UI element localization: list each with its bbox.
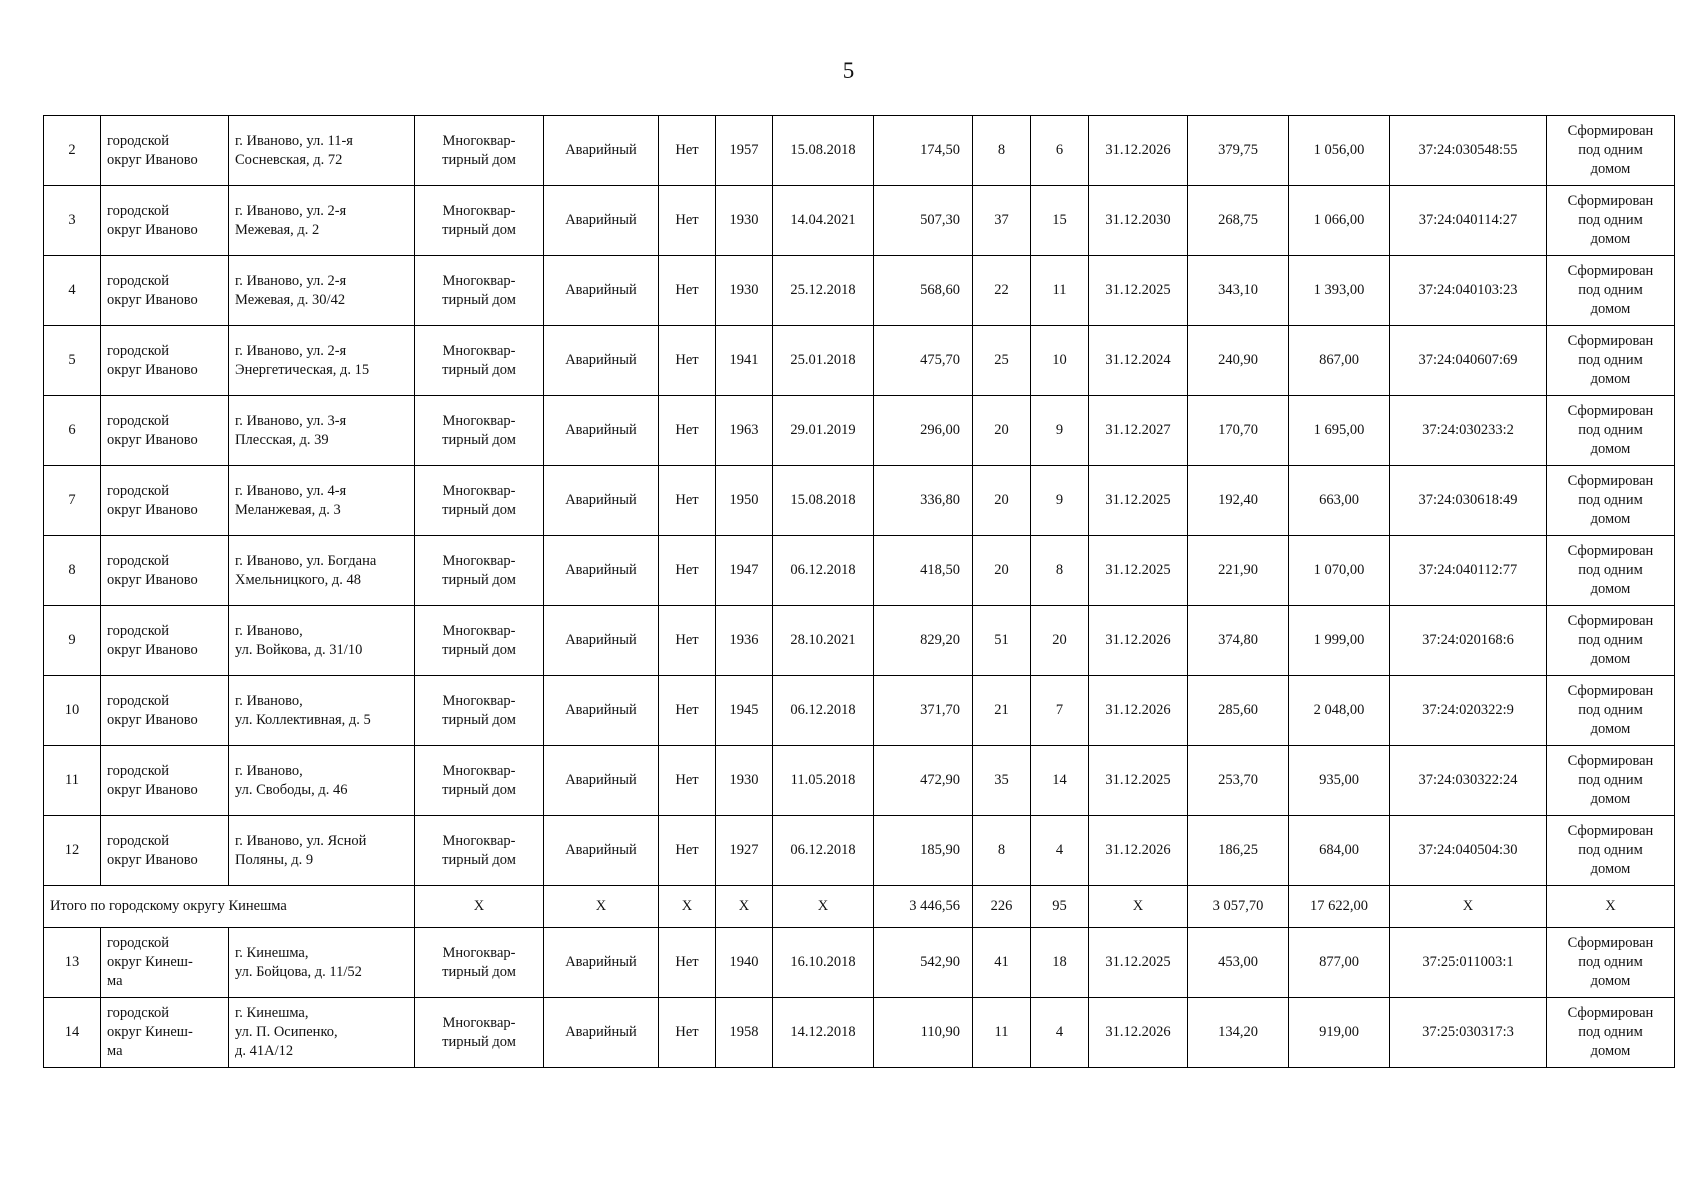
row-number: 14 bbox=[44, 998, 101, 1068]
row-number: 5 bbox=[44, 326, 101, 396]
building-type-cell: Многоквар- тирный дом bbox=[415, 928, 544, 998]
row-number: 13 bbox=[44, 928, 101, 998]
building-type-cell: Многоквар- тирный дом bbox=[415, 396, 544, 466]
date-cell: 11.05.2018 bbox=[773, 746, 874, 816]
row-number: 8 bbox=[44, 536, 101, 606]
flag-cell: Нет bbox=[659, 116, 716, 186]
land-area-cell: 240,90 bbox=[1188, 326, 1289, 396]
year-cell: 1936 bbox=[716, 606, 773, 676]
year-cell: 1927 bbox=[716, 816, 773, 886]
address-cell: г. Иваново, ул. 2-я Энергетическая, д. 15 bbox=[229, 326, 415, 396]
address-cell: г. Иваново, ул. 3-я Плесская, д. 39 bbox=[229, 396, 415, 466]
year-cell: 1950 bbox=[716, 466, 773, 536]
land-area-cell: 285,60 bbox=[1188, 676, 1289, 746]
condition-cell: Аварийный bbox=[544, 396, 659, 466]
rooms-cell: 11 bbox=[1031, 256, 1089, 326]
rooms-cell: 95 bbox=[1031, 886, 1089, 928]
cadastral-number-cell: 37:24:020168:6 bbox=[1390, 606, 1547, 676]
year-cell: 1941 bbox=[716, 326, 773, 396]
condition-cell: Аварийный bbox=[544, 186, 659, 256]
condition-cell: Аварийный bbox=[544, 676, 659, 746]
condition-cell: Аварийный bbox=[544, 256, 659, 326]
address-cell: г. Иваново, ул. Войкова, д. 31/10 bbox=[229, 606, 415, 676]
condition-cell: Аварийный bbox=[544, 536, 659, 606]
cost-cell: 1 695,00 bbox=[1289, 396, 1390, 466]
condition-cell: Аварийный bbox=[544, 746, 659, 816]
year-cell: 1940 bbox=[716, 928, 773, 998]
rooms-cell: 4 bbox=[1031, 998, 1089, 1068]
people-cell: 20 bbox=[973, 536, 1031, 606]
date-cell: 25.01.2018 bbox=[773, 326, 874, 396]
table-row bbox=[44, 466, 1675, 536]
cadastral-number-cell: 37:24:030618:49 bbox=[1390, 466, 1547, 536]
flag-cell: Нет bbox=[659, 256, 716, 326]
note-cell: X bbox=[1547, 886, 1675, 928]
address-cell: г. Иваново, ул. Ясной Поляны, д. 9 bbox=[229, 816, 415, 886]
cost-cell: 663,00 bbox=[1289, 466, 1390, 536]
land-area-cell: 453,00 bbox=[1188, 928, 1289, 998]
land-area-cell: 221,90 bbox=[1188, 536, 1289, 606]
note-cell: Сформирован под одним домом bbox=[1547, 998, 1675, 1068]
people-cell: 41 bbox=[973, 928, 1031, 998]
flag-cell: Нет bbox=[659, 466, 716, 536]
municipality-cell: городской округ Иваново bbox=[101, 116, 229, 186]
cadastral-number-cell: 37:24:030233:2 bbox=[1390, 396, 1547, 466]
note-cell: Сформирован под одним домом bbox=[1547, 816, 1675, 886]
flag-cell: Нет bbox=[659, 746, 716, 816]
building-type-cell: Многоквар- тирный дом bbox=[415, 256, 544, 326]
municipality-cell: городской округ Иваново bbox=[101, 256, 229, 326]
area-cell: 472,90 bbox=[874, 746, 973, 816]
rooms-cell: 18 bbox=[1031, 928, 1089, 998]
cadastral-number-cell: 37:24:040504:30 bbox=[1390, 816, 1547, 886]
building-type-cell: Многоквар- тирный дом bbox=[415, 186, 544, 256]
area-cell: 418,50 bbox=[874, 536, 973, 606]
cost-cell: 935,00 bbox=[1289, 746, 1390, 816]
total-label: Итого по городскому округу Кинешма bbox=[44, 886, 415, 928]
note-cell: Сформирован под одним домом bbox=[1547, 186, 1675, 256]
row-number: 12 bbox=[44, 816, 101, 886]
flag-cell: Нет bbox=[659, 676, 716, 746]
address-cell: г. Иваново, ул. Коллективная, д. 5 bbox=[229, 676, 415, 746]
flag-cell: X bbox=[659, 886, 716, 928]
note-cell: Сформирован под одним домом bbox=[1547, 396, 1675, 466]
deadline-cell: 31.12.2025 bbox=[1089, 928, 1188, 998]
year-cell: 1958 bbox=[716, 998, 773, 1068]
people-cell: 21 bbox=[973, 676, 1031, 746]
address-cell: г. Иваново, ул. 11-я Сосневская, д. 72 bbox=[229, 116, 415, 186]
year-cell: X bbox=[716, 886, 773, 928]
row-number: 7 bbox=[44, 466, 101, 536]
building-type-cell: Многоквар- тирный дом bbox=[415, 606, 544, 676]
flag-cell: Нет bbox=[659, 928, 716, 998]
people-cell: 20 bbox=[973, 466, 1031, 536]
municipality-cell: городской округ Иваново bbox=[101, 466, 229, 536]
date-cell: 06.12.2018 bbox=[773, 536, 874, 606]
building-type-cell: X bbox=[415, 886, 544, 928]
flag-cell: Нет bbox=[659, 536, 716, 606]
cost-cell: 684,00 bbox=[1289, 816, 1390, 886]
row-number: 2 bbox=[44, 116, 101, 186]
land-area-cell: 343,10 bbox=[1188, 256, 1289, 326]
address-cell: г. Иваново, ул. 2-я Межевая, д. 30/42 bbox=[229, 256, 415, 326]
cadastral-number-cell: 37:24:030322:24 bbox=[1390, 746, 1547, 816]
area-cell: 110,90 bbox=[874, 998, 973, 1068]
row-number: 6 bbox=[44, 396, 101, 466]
note-cell: Сформирован под одним домом bbox=[1547, 116, 1675, 186]
municipality-cell: городской округ Иваново bbox=[101, 536, 229, 606]
people-cell: 22 bbox=[973, 256, 1031, 326]
rooms-cell: 6 bbox=[1031, 116, 1089, 186]
people-cell: 11 bbox=[973, 998, 1031, 1068]
date-cell: 28.10.2021 bbox=[773, 606, 874, 676]
deadline-cell: 31.12.2026 bbox=[1089, 998, 1188, 1068]
table-row bbox=[44, 606, 1675, 676]
land-area-cell: 192,40 bbox=[1188, 466, 1289, 536]
municipality-cell: городской округ Иваново bbox=[101, 746, 229, 816]
condition-cell: Аварийный bbox=[544, 116, 659, 186]
condition-cell: Аварийный bbox=[544, 466, 659, 536]
table-row bbox=[44, 536, 1675, 606]
page-number: 5 bbox=[842, 58, 855, 83]
people-cell: 226 bbox=[973, 886, 1031, 928]
area-cell: 174,50 bbox=[874, 116, 973, 186]
year-cell: 1930 bbox=[716, 256, 773, 326]
flag-cell: Нет bbox=[659, 998, 716, 1068]
row-number: 10 bbox=[44, 676, 101, 746]
rooms-cell: 4 bbox=[1031, 816, 1089, 886]
date-cell: 06.12.2018 bbox=[773, 676, 874, 746]
municipality-cell: городской округ Иваново bbox=[101, 676, 229, 746]
year-cell: 1947 bbox=[716, 536, 773, 606]
deadline-cell: 31.12.2025 bbox=[1089, 746, 1188, 816]
condition-cell: X bbox=[544, 886, 659, 928]
total-row bbox=[44, 886, 1675, 928]
municipality-cell: городской округ Иваново bbox=[101, 606, 229, 676]
land-area-cell: 268,75 bbox=[1188, 186, 1289, 256]
municipality-cell: городской округ Кинеш- ма bbox=[101, 928, 229, 998]
flag-cell: Нет bbox=[659, 606, 716, 676]
deadline-cell: 31.12.2026 bbox=[1089, 116, 1188, 186]
table-row bbox=[44, 326, 1675, 396]
rooms-cell: 10 bbox=[1031, 326, 1089, 396]
year-cell: 1930 bbox=[716, 186, 773, 256]
date-cell: 25.12.2018 bbox=[773, 256, 874, 326]
year-cell: 1945 bbox=[716, 676, 773, 746]
area-cell: 475,70 bbox=[874, 326, 973, 396]
cadastral-number-cell: 37:24:040114:27 bbox=[1390, 186, 1547, 256]
cadastral-number-cell: 37:24:040103:23 bbox=[1390, 256, 1547, 326]
cost-cell: 1 393,00 bbox=[1289, 256, 1390, 326]
table-row bbox=[44, 998, 1675, 1068]
rooms-cell: 15 bbox=[1031, 186, 1089, 256]
building-type-cell: Многоквар- тирный дом bbox=[415, 676, 544, 746]
address-cell: г. Иваново, ул. 2-я Межевая, д. 2 bbox=[229, 186, 415, 256]
table-row bbox=[44, 676, 1675, 746]
rooms-cell: 20 bbox=[1031, 606, 1089, 676]
address-cell: г. Кинешма, ул. П. Осипенко, д. 41А/12 bbox=[229, 998, 415, 1068]
municipality-cell: городской округ Иваново bbox=[101, 326, 229, 396]
area-cell: 185,90 bbox=[874, 816, 973, 886]
land-area-cell: 3 057,70 bbox=[1188, 886, 1289, 928]
land-area-cell: 170,70 bbox=[1188, 396, 1289, 466]
date-cell: 16.10.2018 bbox=[773, 928, 874, 998]
date-cell: 15.08.2018 bbox=[773, 466, 874, 536]
table-row bbox=[44, 928, 1675, 998]
cadastral-number-cell: X bbox=[1390, 886, 1547, 928]
area-cell: 296,00 bbox=[874, 396, 973, 466]
row-number: 4 bbox=[44, 256, 101, 326]
row-number: 9 bbox=[44, 606, 101, 676]
area-cell: 371,70 bbox=[874, 676, 973, 746]
table-row bbox=[44, 816, 1675, 886]
cadastral-number-cell: 37:25:030317:3 bbox=[1390, 998, 1547, 1068]
address-cell: г. Иваново, ул. 4-я Меланжевая, д. 3 bbox=[229, 466, 415, 536]
area-cell: 568,60 bbox=[874, 256, 973, 326]
date-cell: 06.12.2018 bbox=[773, 816, 874, 886]
cost-cell: 1 070,00 bbox=[1289, 536, 1390, 606]
cadastral-number-cell: 37:24:040112:77 bbox=[1390, 536, 1547, 606]
people-cell: 25 bbox=[973, 326, 1031, 396]
date-cell: 14.04.2021 bbox=[773, 186, 874, 256]
condition-cell: Аварийный bbox=[544, 998, 659, 1068]
cadastral-number-cell: 37:25:011003:1 bbox=[1390, 928, 1547, 998]
building-type-cell: Многоквар- тирный дом bbox=[415, 326, 544, 396]
year-cell: 1930 bbox=[716, 746, 773, 816]
people-cell: 8 bbox=[973, 816, 1031, 886]
note-cell: Сформирован под одним домом bbox=[1547, 928, 1675, 998]
deadline-cell: 31.12.2025 bbox=[1089, 256, 1188, 326]
cost-cell: 1 056,00 bbox=[1289, 116, 1390, 186]
land-area-cell: 379,75 bbox=[1188, 116, 1289, 186]
address-cell: г. Иваново, ул. Свободы, д. 46 bbox=[229, 746, 415, 816]
building-type-cell: Многоквар- тирный дом bbox=[415, 816, 544, 886]
flag-cell: Нет bbox=[659, 816, 716, 886]
year-cell: 1957 bbox=[716, 116, 773, 186]
date-cell: 15.08.2018 bbox=[773, 116, 874, 186]
rooms-cell: 9 bbox=[1031, 396, 1089, 466]
land-area-cell: 374,80 bbox=[1188, 606, 1289, 676]
deadline-cell: 31.12.2027 bbox=[1089, 396, 1188, 466]
flag-cell: Нет bbox=[659, 186, 716, 256]
condition-cell: Аварийный bbox=[544, 928, 659, 998]
area-cell: 829,20 bbox=[874, 606, 973, 676]
deadline-cell: 31.12.2026 bbox=[1089, 676, 1188, 746]
cadastral-number-cell: 37:24:040607:69 bbox=[1390, 326, 1547, 396]
cost-cell: 2 048,00 bbox=[1289, 676, 1390, 746]
building-type-cell: Многоквар- тирный дом bbox=[415, 998, 544, 1068]
area-cell: 3 446,56 bbox=[874, 886, 973, 928]
deadline-cell: 31.12.2025 bbox=[1089, 536, 1188, 606]
table-row bbox=[44, 396, 1675, 466]
note-cell: Сформирован под одним домом bbox=[1547, 326, 1675, 396]
cost-cell: 919,00 bbox=[1289, 998, 1390, 1068]
note-cell: Сформирован под одним домом bbox=[1547, 256, 1675, 326]
date-cell: 29.01.2019 bbox=[773, 396, 874, 466]
cost-cell: 877,00 bbox=[1289, 928, 1390, 998]
deadline-cell: 31.12.2026 bbox=[1089, 606, 1188, 676]
cost-cell: 867,00 bbox=[1289, 326, 1390, 396]
deadline-cell: 31.12.2024 bbox=[1089, 326, 1188, 396]
deadline-cell: 31.12.2025 bbox=[1089, 466, 1188, 536]
address-cell: г. Иваново, ул. Богдана Хмельницкого, д. 48 bbox=[229, 536, 415, 606]
area-cell: 336,80 bbox=[874, 466, 973, 536]
table-row bbox=[44, 746, 1675, 816]
buildings-table bbox=[43, 115, 1675, 1068]
cost-cell: 1 999,00 bbox=[1289, 606, 1390, 676]
building-type-cell: Многоквар- тирный дом bbox=[415, 536, 544, 606]
table-row bbox=[44, 116, 1675, 186]
flag-cell: Нет bbox=[659, 396, 716, 466]
condition-cell: Аварийный bbox=[544, 816, 659, 886]
people-cell: 8 bbox=[973, 116, 1031, 186]
condition-cell: Аварийный bbox=[544, 606, 659, 676]
table-row bbox=[44, 256, 1675, 326]
building-type-cell: Многоквар- тирный дом bbox=[415, 466, 544, 536]
municipality-cell: городской округ Иваново bbox=[101, 186, 229, 256]
land-area-cell: 253,70 bbox=[1188, 746, 1289, 816]
condition-cell: Аварийный bbox=[544, 326, 659, 396]
deadline-cell: 31.12.2026 bbox=[1089, 816, 1188, 886]
building-type-cell: Многоквар- тирный дом bbox=[415, 746, 544, 816]
cadastral-number-cell: 37:24:030548:55 bbox=[1390, 116, 1547, 186]
address-cell: г. Кинешма, ул. Бойцова, д. 11/52 bbox=[229, 928, 415, 998]
deadline-cell: X bbox=[1089, 886, 1188, 928]
note-cell: Сформирован под одним домом bbox=[1547, 746, 1675, 816]
municipality-cell: городской округ Иваново bbox=[101, 816, 229, 886]
deadline-cell: 31.12.2030 bbox=[1089, 186, 1188, 256]
land-area-cell: 186,25 bbox=[1188, 816, 1289, 886]
people-cell: 51 bbox=[973, 606, 1031, 676]
rooms-cell: 9 bbox=[1031, 466, 1089, 536]
rooms-cell: 14 bbox=[1031, 746, 1089, 816]
flag-cell: Нет bbox=[659, 326, 716, 396]
people-cell: 35 bbox=[973, 746, 1031, 816]
area-cell: 507,30 bbox=[874, 186, 973, 256]
row-number: 3 bbox=[44, 186, 101, 256]
date-cell: X bbox=[773, 886, 874, 928]
note-cell: Сформирован под одним домом bbox=[1547, 606, 1675, 676]
cost-cell: 17 622,00 bbox=[1289, 886, 1390, 928]
municipality-cell: городской округ Иваново bbox=[101, 396, 229, 466]
land-area-cell: 134,20 bbox=[1188, 998, 1289, 1068]
people-cell: 20 bbox=[973, 396, 1031, 466]
year-cell: 1963 bbox=[716, 396, 773, 466]
building-type-cell: Многоквар- тирный дом bbox=[415, 116, 544, 186]
note-cell: Сформирован под одним домом bbox=[1547, 466, 1675, 536]
cadastral-number-cell: 37:24:020322:9 bbox=[1390, 676, 1547, 746]
row-number: 11 bbox=[44, 746, 101, 816]
table-row bbox=[44, 186, 1675, 256]
rooms-cell: 7 bbox=[1031, 676, 1089, 746]
municipality-cell: городской округ Кинеш- ма bbox=[101, 998, 229, 1068]
note-cell: Сформирован под одним домом bbox=[1547, 676, 1675, 746]
area-cell: 542,90 bbox=[874, 928, 973, 998]
rooms-cell: 8 bbox=[1031, 536, 1089, 606]
note-cell: Сформирован под одним домом bbox=[1547, 536, 1675, 606]
cost-cell: 1 066,00 bbox=[1289, 186, 1390, 256]
date-cell: 14.12.2018 bbox=[773, 998, 874, 1068]
people-cell: 37 bbox=[973, 186, 1031, 256]
